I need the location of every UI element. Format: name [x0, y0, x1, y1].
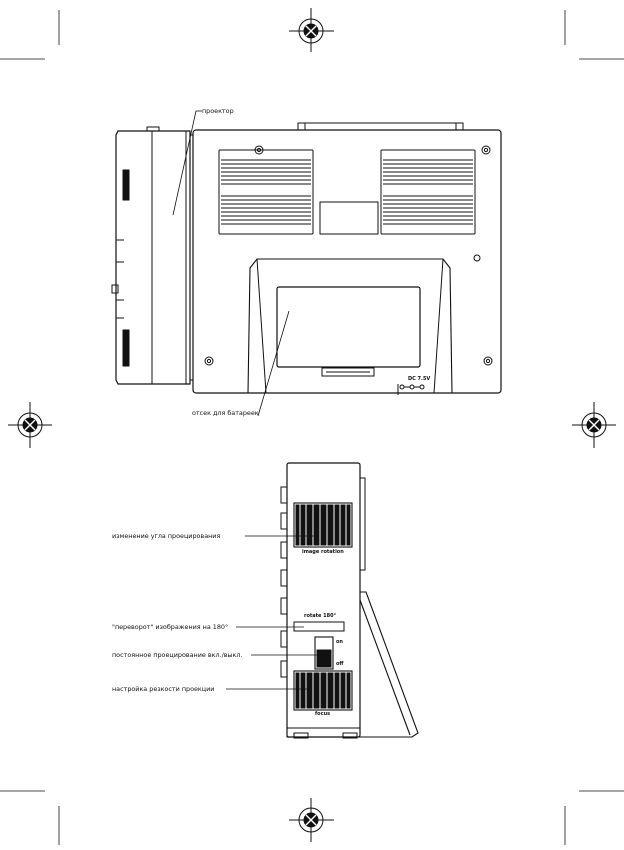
focus-marking: focus: [315, 711, 331, 717]
image-rotation-wheel: [294, 503, 352, 547]
vent-grille-left: [219, 150, 313, 234]
focus-adjust-label: настройка резкости проекции: [112, 685, 215, 693]
screws: [205, 146, 492, 365]
battery-compartment-label: отсек для батареек: [192, 409, 259, 417]
stand-leg: [360, 592, 418, 737]
registration-mark-left: [8, 402, 52, 448]
rotate-180-button: [294, 622, 344, 631]
rotate180-label: "переворот" изображения на 180°: [112, 623, 229, 631]
registration-mark-bottom: [289, 798, 334, 842]
dc-jack-label: DC 7.5V: [408, 376, 431, 382]
focus-wheel: [294, 671, 352, 710]
image-rotation-marking: image rotation: [302, 549, 344, 555]
continuous-projection-label: постоянное проецирование вкл./выкл.: [112, 651, 243, 659]
registration-mark-right: [572, 402, 616, 448]
left-side-bumps: [281, 487, 287, 677]
projector-side-profile: [112, 127, 193, 384]
registration-mark-top: [289, 8, 334, 52]
battery-compartment: [248, 259, 452, 393]
battery-leader-line: [258, 311, 289, 416]
rotation-angle-label: изменение угла проецирования: [112, 532, 221, 540]
rotate-180-marking: rotate 180°: [304, 613, 337, 619]
on-marking: on: [336, 639, 343, 645]
crop-marks: [0, 10, 624, 845]
device-back-view: [193, 123, 501, 395]
projector-label: проектор: [202, 107, 234, 115]
vent-grille-right: [381, 150, 475, 234]
on-off-switch: [315, 637, 333, 669]
off-marking: off: [336, 661, 344, 667]
center-slot: [320, 202, 378, 234]
device-side-view: [281, 463, 418, 738]
